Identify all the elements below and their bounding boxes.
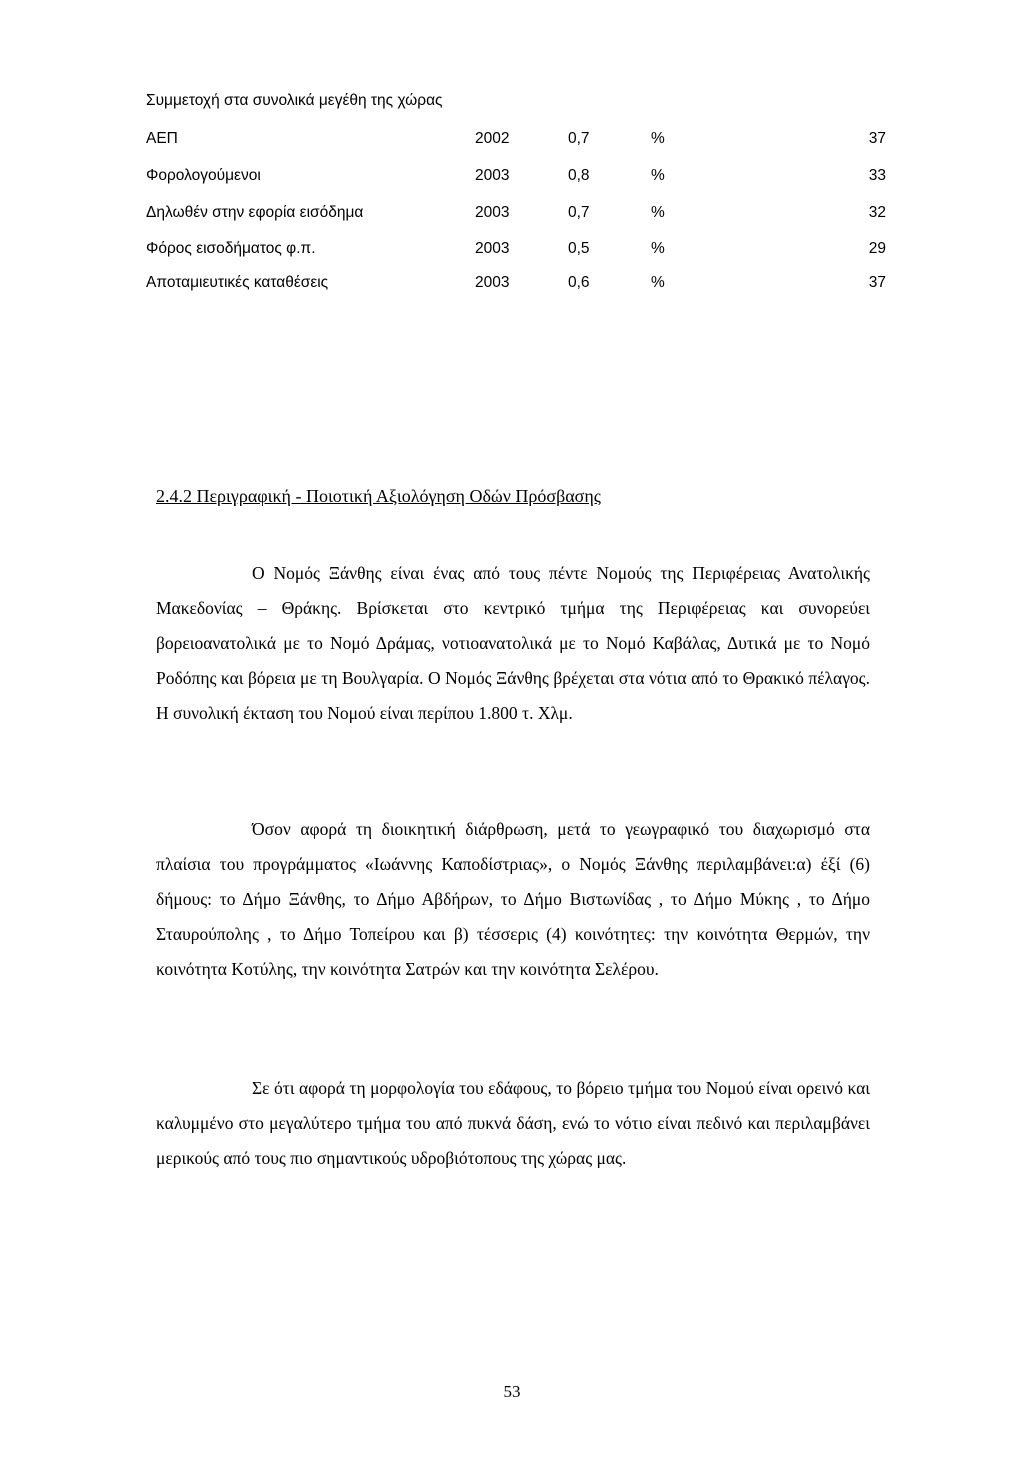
- row-value: 0,8: [568, 167, 590, 184]
- row-year: 2003: [475, 167, 510, 184]
- row-rank: 33: [868, 167, 886, 184]
- table-row: [146, 130, 886, 152]
- row-unit: %: [651, 274, 665, 291]
- row-value: 0,6: [568, 274, 590, 291]
- section-heading: 2.4.2 Περιγραφική - Ποιοτική Αξιολόγηση Οδών Πρόσβασης: [156, 486, 601, 506]
- row-value: 0,5: [568, 240, 590, 257]
- paragraph-administration: Όσον αφορά τη διοικητική διάρθρωση, μετά το γεωγραφικό του διαχωρισμό στα πλαίσια του προγράμματος «Ιωάννης Καποδίστριας», ο Νομός Ξάνθης περιλαμβάνει:α) έξί (6) δήμους: το Δήμο Ξάνθης, το Δήμο Αβδήρων, το Δήμο Βιστωνίδας , το Δήμο Μύκης , το Δήμο Σταυρούπολης , το Δήμο Τοπείρου και β) τέσσερις (4) κοινότητες: την κοινότητα Θερμών, την κοινότητα Κοτύλης, την κοινότητα Σατρών και την κοινότητα Σελέρου.: [156, 819, 870, 979]
- row-rank: 32: [868, 204, 886, 221]
- row-label: Φορολογούμενοι: [146, 167, 261, 184]
- table-row: [146, 240, 886, 262]
- row-year: 2002: [475, 130, 510, 147]
- row-rank: 37: [868, 130, 886, 147]
- row-label: Αποταμιευτικές καταθέσεις: [146, 274, 329, 291]
- row-year: 2003: [475, 274, 510, 291]
- table-row: [146, 204, 886, 226]
- row-label: Φόρος εισοδήματος φ.π.: [146, 240, 316, 257]
- paragraph-location: Ο Νομός Ξάνθης είναι ένας από τους πέντε Νομούς της Περιφέρειας Ανατολικής Μακεδονίας – Θράκης. Βρίσκεται στο κεντρικό τμήμα της Περιφέρειας και συνορεύει βορειοανατολικά με το Νομό Δράμας, νοτιοανατολικά με το Νομό Καβάλας, Δυτικά με το Νομό Ροδόπης και βόρεια με τη Βουλγαρία. Ο Νομός Ξάνθης βρέχεται στα νότια από το Θρακικό πέλαγος. Η συνολική έκταση του Νομού είναι περίπου 1.800 τ. Χλμ.: [156, 563, 870, 723]
- page-number: 53: [503, 1382, 521, 1401]
- row-year: 2003: [475, 240, 510, 257]
- row-year: 2003: [475, 204, 510, 221]
- row-unit: %: [651, 130, 665, 147]
- row-label: Δηλωθέν στην εφορία εισόδημα: [146, 204, 364, 221]
- row-unit: %: [651, 240, 665, 257]
- row-rank: 37: [868, 274, 886, 291]
- row-unit: %: [651, 204, 665, 221]
- row-label: ΑΕΠ: [146, 130, 178, 147]
- table-row: [146, 167, 886, 189]
- row-unit: %: [651, 167, 665, 184]
- paragraph-morphology: Σε ότι αφορά τη μορφολογία του εδάφους, το βόρειο τμήμα του Νομού είναι ορεινό και καλυμμένο στο μεγαλύτερο τμήμα του από πυκνά δάση, ενώ το νότιο είναι πεδινό και περιλαμβάνει μερικούς από τους πιο σημαντικούς υδροβιότοπους της χώρας μας.: [156, 1078, 870, 1168]
- row-value: 0,7: [568, 204, 590, 221]
- row-value: 0,7: [568, 130, 590, 147]
- statistics-title: Συμμετοχή στα συνολικά μεγέθη της χώρας: [146, 92, 443, 109]
- row-rank: 29: [868, 240, 886, 257]
- table-row: [146, 274, 886, 296]
